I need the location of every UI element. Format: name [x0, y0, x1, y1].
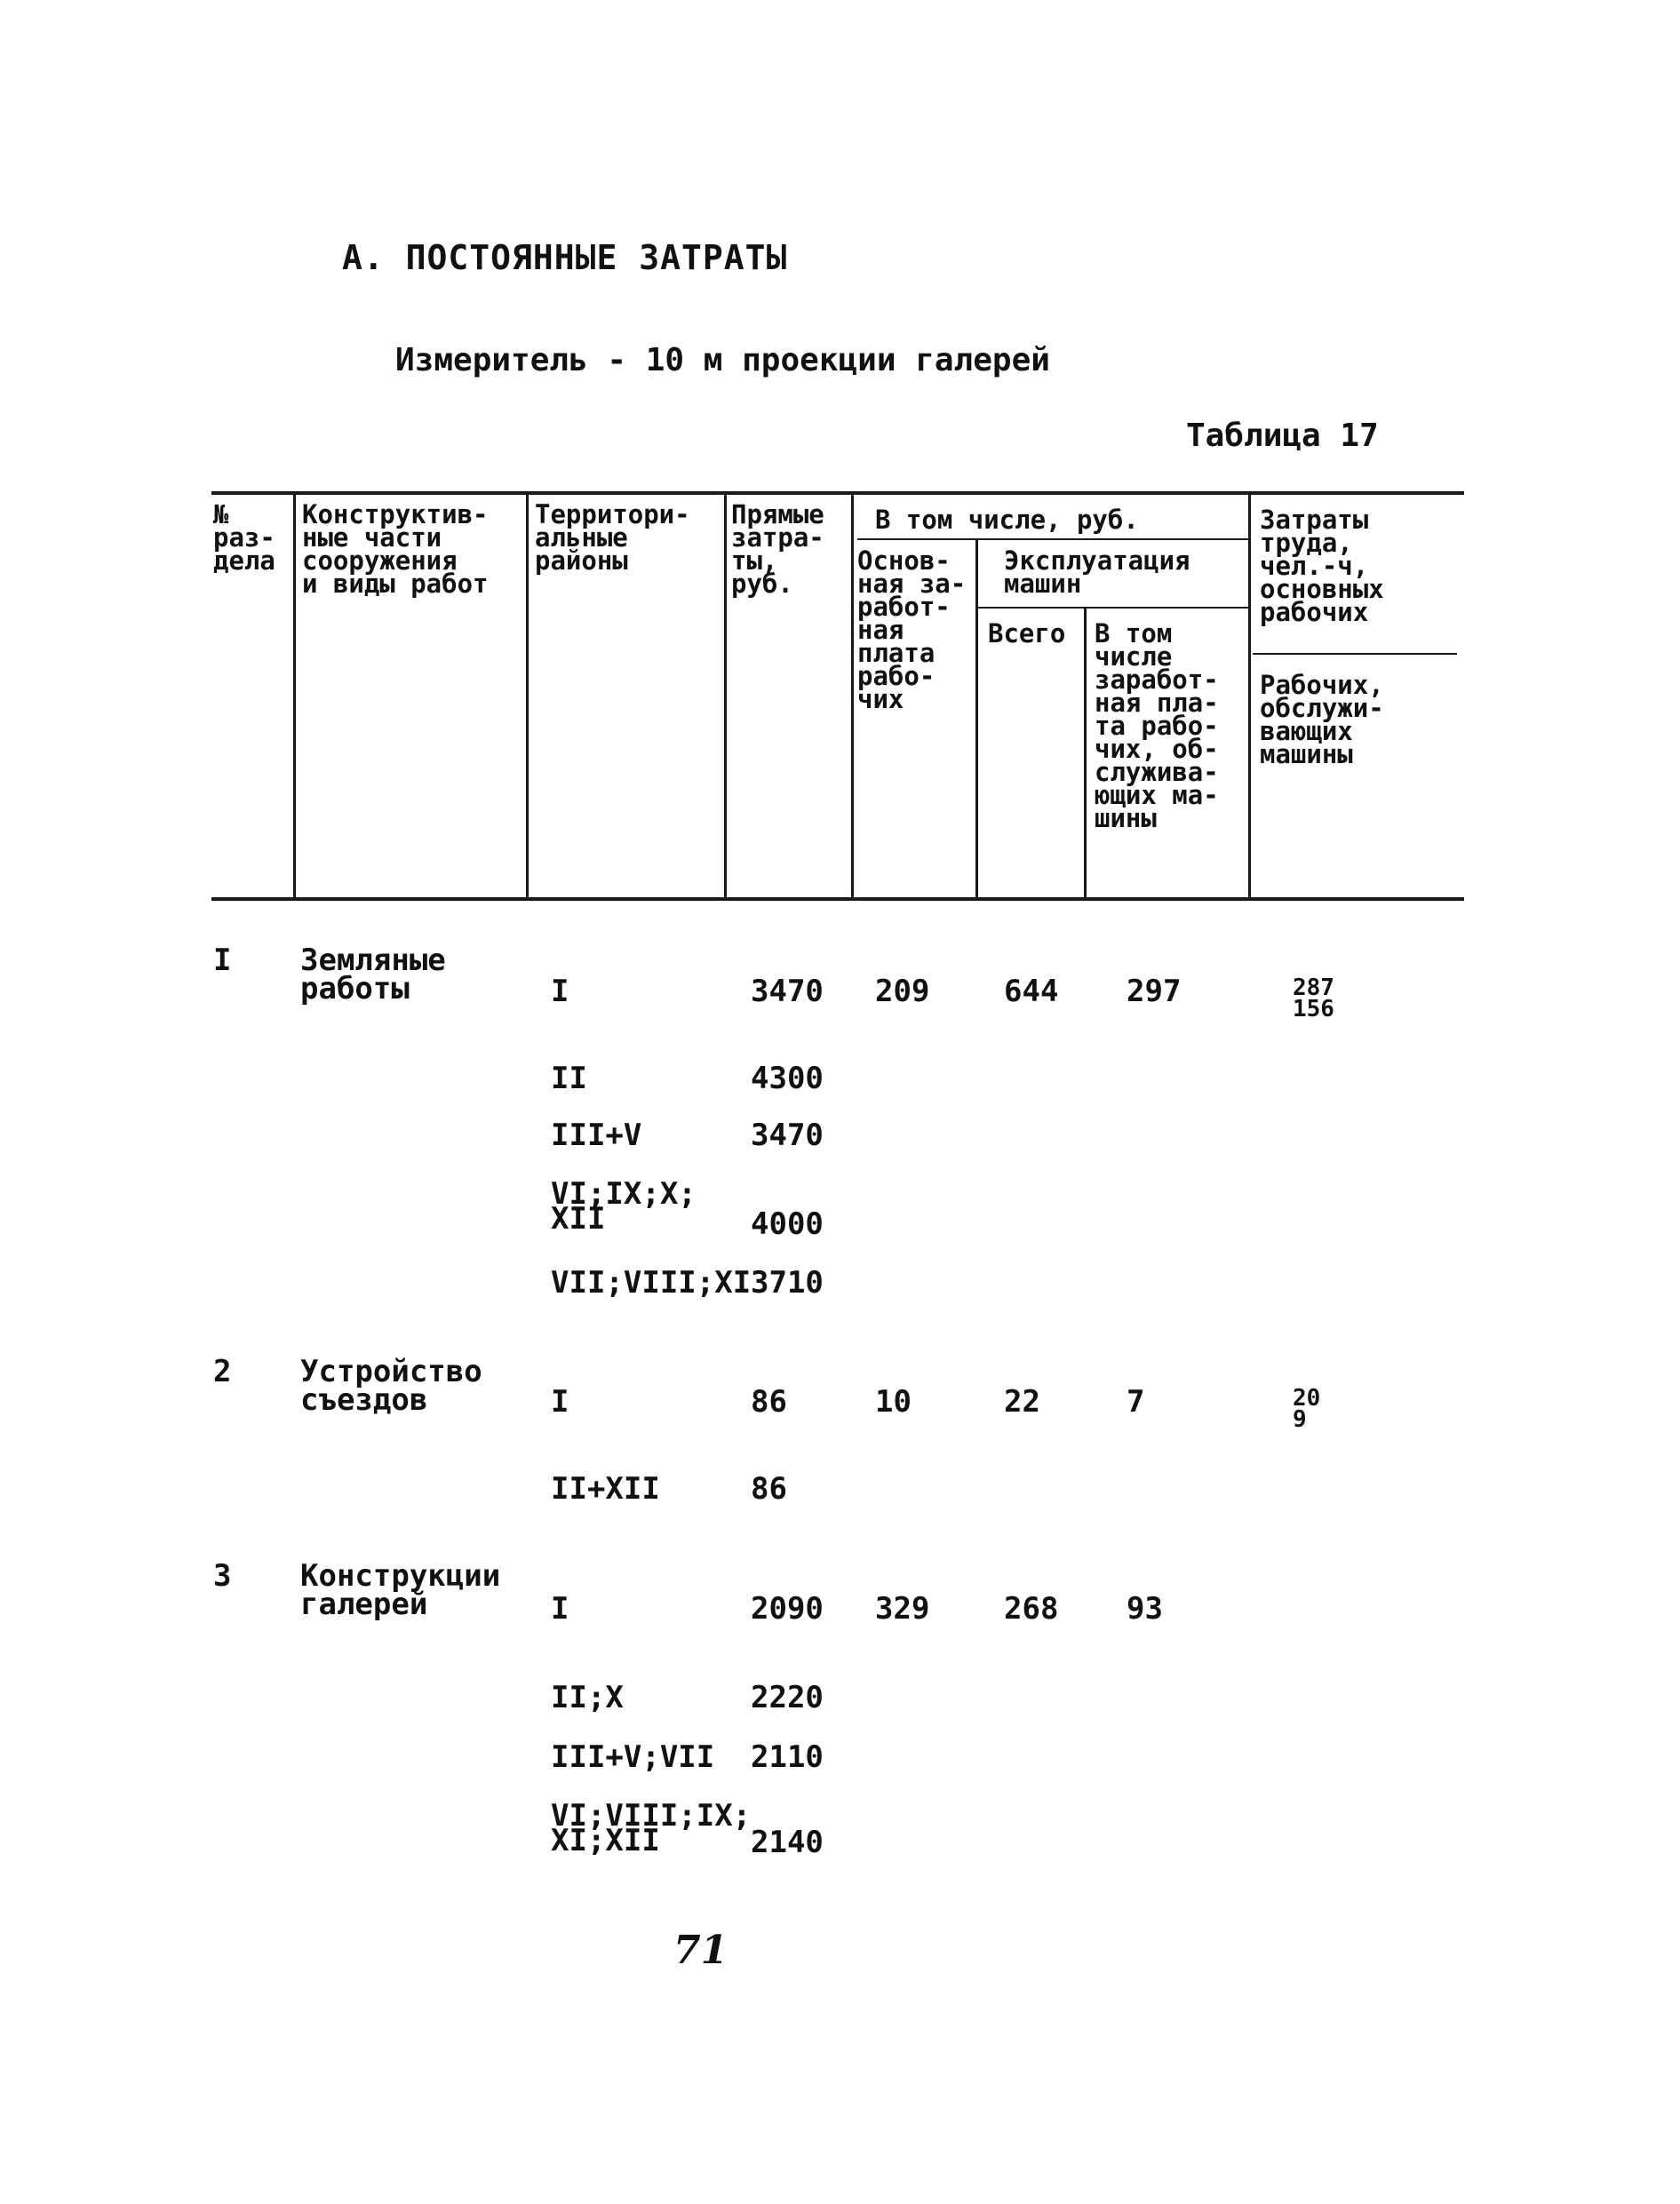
machine-wage: 297	[1127, 974, 1182, 1009]
header-labor-machine: Рабочих, обслужи- вающих машины	[1260, 670, 1384, 769]
header-including: В том числе, руб.	[875, 505, 1139, 535]
page-number: 71	[673, 1928, 729, 1973]
region: VII;VIII;XI	[551, 1265, 752, 1301]
labor-cost: 20 9	[1293, 1385, 1321, 1433]
direct-cost: 86	[751, 1471, 787, 1507]
section-number: 2	[213, 1354, 232, 1389]
col-divider-5	[975, 540, 978, 899]
machine-total: 22	[1004, 1384, 1040, 1420]
region: II+XII	[551, 1471, 660, 1507]
region: III+V	[551, 1118, 642, 1153]
region: I	[551, 1591, 569, 1627]
base-wage: 329	[875, 1591, 930, 1627]
header-direct-costs: Прямые затра- ты, руб.	[731, 499, 824, 599]
direct-cost: 4000	[751, 1206, 824, 1242]
col-divider-2	[526, 494, 529, 899]
direct-cost: 86	[751, 1384, 787, 1420]
region: III+V;VII	[551, 1739, 715, 1775]
machine-total: 644	[1004, 974, 1059, 1009]
machine-total: 268	[1004, 1591, 1059, 1627]
direct-cost: 3470	[751, 1118, 824, 1153]
region: VI;VIII;IX; XI;XII	[551, 1798, 752, 1858]
direct-cost: 2220	[751, 1680, 824, 1715]
region: VI;IX;X; XII	[551, 1176, 697, 1237]
section-name: Конструкции галерей	[300, 1558, 501, 1622]
region: II	[551, 1061, 587, 1096]
region: I	[551, 974, 569, 1009]
direct-cost: 4300	[751, 1061, 824, 1096]
direct-cost: 3710	[751, 1265, 824, 1301]
machine-wage: 7	[1127, 1384, 1145, 1420]
section-name: Устройство съездов	[300, 1354, 482, 1418]
col-divider-3	[724, 494, 727, 899]
labor-subgroup-rule	[1253, 653, 1457, 655]
table-label: Таблица 17	[1186, 418, 1379, 454]
base-wage: 10	[875, 1384, 912, 1420]
direct-cost: 2140	[751, 1825, 824, 1860]
section-number: I	[213, 943, 232, 978]
col-divider-1	[293, 494, 296, 899]
header-base-wage: Основ- ная за- работ- ная плата рабо- чих	[857, 545, 967, 714]
header-machine-wage: В том числе заработ- ная пла- та рабо- чих, об- служива- ющих ма- шины	[1095, 618, 1219, 833]
header-regions: Территори- альные районы	[535, 499, 690, 576]
header-parts: Конструктив- ные части сооружения и виды работ	[302, 499, 489, 599]
labor-cost: 287 156	[1293, 975, 1334, 1022]
section-number: 3	[213, 1558, 232, 1594]
direct-cost: 2110	[751, 1739, 824, 1775]
section-title: А. ПОСТОЯННЫЕ ЗАТРАТЫ	[342, 238, 788, 277]
subgroup-rule	[857, 538, 1248, 540]
region: I	[551, 1384, 569, 1420]
header-bottom-rule	[211, 897, 1464, 901]
header-machine-total: Всего	[988, 618, 1066, 648]
col-divider-6	[1084, 609, 1087, 899]
col-divider-4	[851, 494, 854, 899]
header-labor: Затраты труда, чел.-ч, основных рабочих	[1260, 505, 1384, 627]
header-machine-operation: Эксплуатация машин	[1004, 545, 1190, 599]
machine-wage: 93	[1127, 1591, 1163, 1627]
header-top-rule	[211, 491, 1464, 495]
region: II;X	[551, 1680, 624, 1715]
section-name: Земляные работы	[300, 943, 446, 1007]
base-wage: 209	[875, 974, 930, 1009]
direct-cost: 2090	[751, 1591, 824, 1627]
machine-subgroup-rule	[977, 607, 1248, 609]
header-section-num: № раз- дела	[213, 499, 275, 576]
measure-unit: Измеритель - 10 м проекции галерей	[395, 342, 1050, 378]
col-divider-7	[1248, 494, 1251, 899]
direct-cost: 3470	[751, 974, 824, 1009]
